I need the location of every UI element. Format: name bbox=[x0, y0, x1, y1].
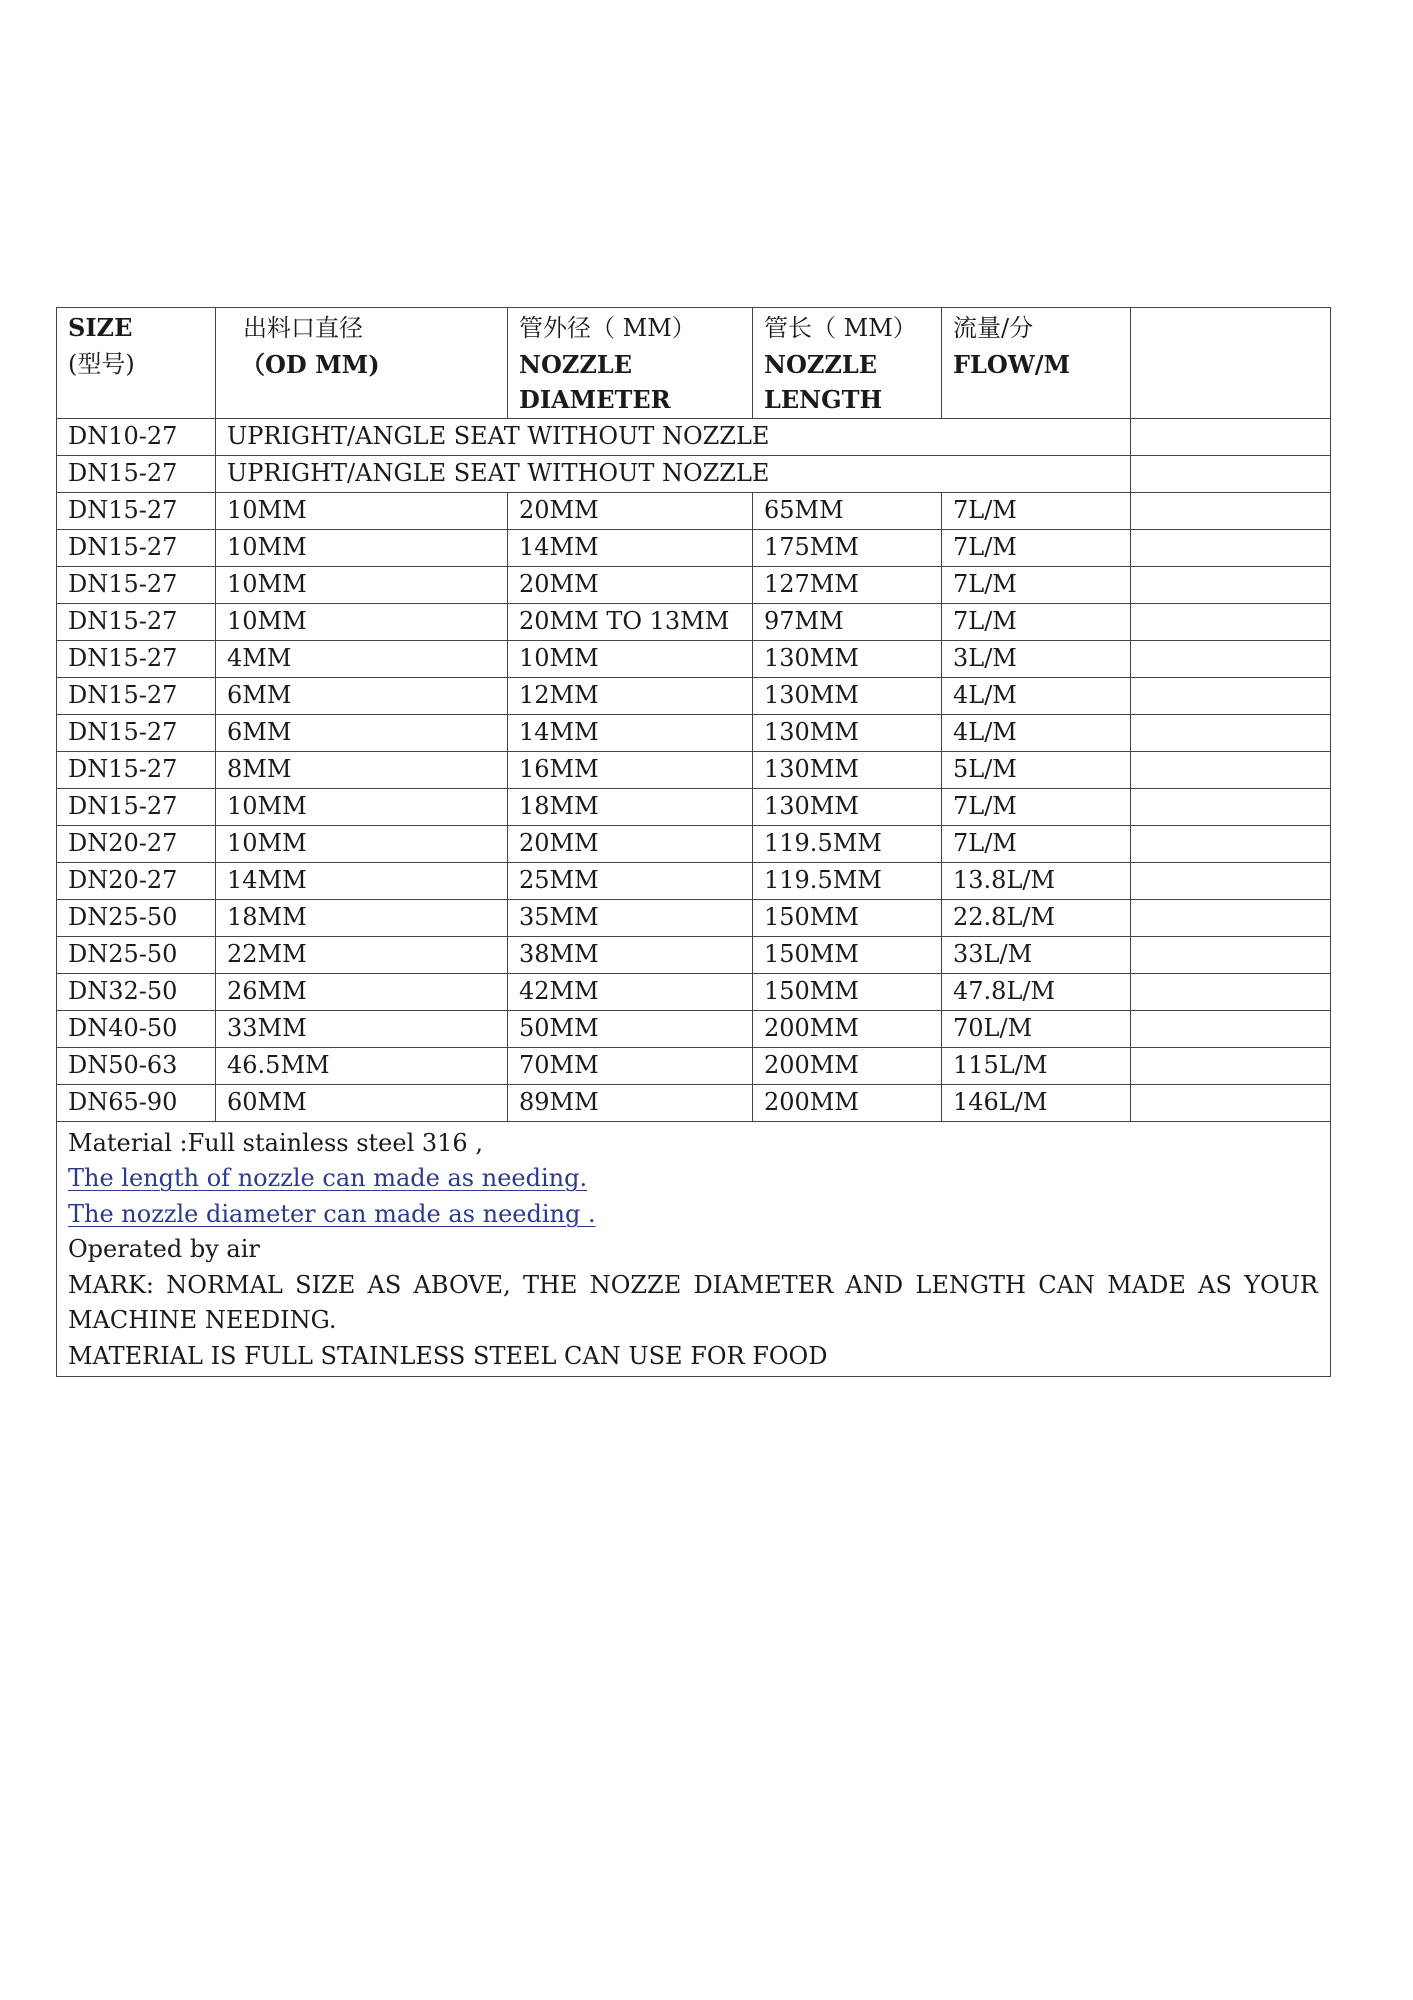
header-od-en: （OD MM) bbox=[241, 349, 380, 379]
cell-nozzle-diameter: 10MM bbox=[508, 640, 753, 677]
note-food: MATERIAL IS FULL STAINLESS STEEL CAN USE FOR FOOD bbox=[68, 1341, 828, 1370]
cell-flow: 4L/M bbox=[942, 714, 1131, 751]
table-row bbox=[57, 899, 1331, 936]
header-size-cn: (型号) bbox=[68, 349, 135, 378]
cell-empty bbox=[1131, 640, 1331, 677]
cell-nozzle-length: 150MM bbox=[753, 899, 942, 936]
cell-nozzle-diameter: 89MM bbox=[508, 1084, 753, 1121]
cell-size: DN15-27 bbox=[57, 640, 216, 677]
cell-size: DN20-27 bbox=[57, 862, 216, 899]
cell-empty bbox=[1131, 418, 1331, 455]
cell-nozzle-diameter: 14MM bbox=[508, 529, 753, 566]
cell-size: DN65-90 bbox=[57, 1084, 216, 1121]
cell-od: 10MM bbox=[216, 529, 508, 566]
cell-nozzle-length: 130MM bbox=[753, 677, 942, 714]
cell-flow: 7L/M bbox=[942, 788, 1131, 825]
table-row bbox=[57, 825, 1331, 862]
cell-flow: 4L/M bbox=[942, 677, 1131, 714]
cell-empty bbox=[1131, 1047, 1331, 1084]
cell-size: DN20-27 bbox=[57, 825, 216, 862]
span-row bbox=[57, 455, 1331, 492]
cell-nozzle-diameter: 42MM bbox=[508, 973, 753, 1010]
cell-nozzle-length: 127MM bbox=[753, 566, 942, 603]
header-empty bbox=[1131, 308, 1331, 419]
table-body bbox=[57, 418, 1331, 1121]
cell-nozzle-length: 200MM bbox=[753, 1084, 942, 1121]
cell-od: 10MM bbox=[216, 825, 508, 862]
table-row bbox=[57, 788, 1331, 825]
cell-nozzle-length: 65MM bbox=[753, 492, 942, 529]
cell-size: DN15-27 bbox=[57, 603, 216, 640]
cell-flow: 5L/M bbox=[942, 751, 1131, 788]
cell-nozzle-length: 130MM bbox=[753, 788, 942, 825]
table-row bbox=[57, 529, 1331, 566]
notes-cell bbox=[57, 1121, 1331, 1377]
cell-empty bbox=[1131, 492, 1331, 529]
notes-row bbox=[57, 1121, 1331, 1377]
cell-nozzle-diameter: 12MM bbox=[508, 677, 753, 714]
cell-od: 10MM bbox=[216, 566, 508, 603]
cell-nozzle-diameter: 14MM bbox=[508, 714, 753, 751]
cell-size: DN15-27 bbox=[57, 566, 216, 603]
header-length-en-2: LENGTH bbox=[764, 385, 883, 414]
cell-size: DN15-27 bbox=[57, 529, 216, 566]
cell-od: 46.5MM bbox=[216, 1047, 508, 1084]
cell-nozzle-diameter: 20MM bbox=[508, 825, 753, 862]
cell-nozzle-length: 130MM bbox=[753, 640, 942, 677]
spec-table bbox=[56, 307, 1331, 1377]
cell-flow: 7L/M bbox=[942, 603, 1131, 640]
cell-size: DN15-27 bbox=[57, 788, 216, 825]
cell-nozzle-length: 200MM bbox=[753, 1010, 942, 1047]
note-operated: Operated by air bbox=[68, 1235, 260, 1263]
cell-size: DN50-63 bbox=[57, 1047, 216, 1084]
cell-size: DN10-27 bbox=[57, 418, 216, 455]
cell-nozzle-diameter: 70MM bbox=[508, 1047, 753, 1084]
cell-flow: 7L/M bbox=[942, 529, 1131, 566]
cell-od: 4MM bbox=[216, 640, 508, 677]
cell-od: 60MM bbox=[216, 1084, 508, 1121]
header-flow bbox=[942, 308, 1131, 419]
cell-empty bbox=[1131, 936, 1331, 973]
cell-od: 8MM bbox=[216, 751, 508, 788]
cell-od: 6MM bbox=[216, 714, 508, 751]
cell-nozzle-diameter: 38MM bbox=[508, 936, 753, 973]
cell-empty bbox=[1131, 862, 1331, 899]
header-diameter-en-2: DIAMETER bbox=[519, 385, 671, 414]
cell-nozzle-length: 175MM bbox=[753, 529, 942, 566]
cell-flow: 146L/M bbox=[942, 1084, 1131, 1121]
cell-nozzle-length: 97MM bbox=[753, 603, 942, 640]
header-size-title: SIZE bbox=[68, 313, 133, 342]
cell-od: 18MM bbox=[216, 899, 508, 936]
cell-size: DN15-27 bbox=[57, 677, 216, 714]
cell-nozzle-diameter: 16MM bbox=[508, 751, 753, 788]
cell-empty bbox=[1131, 825, 1331, 862]
cell-size: DN15-27 bbox=[57, 714, 216, 751]
cell-empty bbox=[1131, 1084, 1331, 1121]
table-row bbox=[57, 1084, 1331, 1121]
table-row bbox=[57, 603, 1331, 640]
cell-nozzle-length: 130MM bbox=[753, 714, 942, 751]
cell-empty bbox=[1131, 751, 1331, 788]
header-od-cn: 出料口直径 bbox=[243, 314, 363, 342]
cell-flow: 115L/M bbox=[942, 1047, 1131, 1084]
note-link-length[interactable]: The length of nozzle can made as needing. bbox=[68, 1164, 588, 1192]
header-od bbox=[216, 308, 508, 419]
cell-flow: 33L/M bbox=[942, 936, 1131, 973]
cell-empty bbox=[1131, 788, 1331, 825]
cell-empty bbox=[1131, 529, 1331, 566]
cell-nozzle-length: 130MM bbox=[753, 751, 942, 788]
cell-nozzle-diameter: 35MM bbox=[508, 899, 753, 936]
cell-span-text: UPRIGHT/ANGLE SEAT WITHOUT NOZZLE bbox=[216, 418, 1131, 455]
table-row bbox=[57, 1047, 1331, 1084]
cell-size: DN15-27 bbox=[57, 455, 216, 492]
cell-size: DN15-27 bbox=[57, 492, 216, 529]
cell-size: DN25-50 bbox=[57, 936, 216, 973]
cell-empty bbox=[1131, 1010, 1331, 1047]
header-flow-cn: 流量/分 bbox=[953, 314, 1034, 342]
table-row bbox=[57, 714, 1331, 751]
header-size bbox=[57, 308, 216, 419]
cell-empty bbox=[1131, 973, 1331, 1010]
table-row bbox=[57, 751, 1331, 788]
cell-od: 10MM bbox=[216, 603, 508, 640]
table-row bbox=[57, 492, 1331, 529]
header-length-cn: 管长（ MM） bbox=[764, 314, 917, 342]
cell-flow: 7L/M bbox=[942, 566, 1131, 603]
cell-flow: 47.8L/M bbox=[942, 973, 1131, 1010]
cell-od: 26MM bbox=[216, 973, 508, 1010]
cell-nozzle-diameter: 20MM TO 13MM bbox=[508, 603, 753, 640]
header-flow-en: FLOW/M bbox=[953, 349, 1071, 379]
note-link-diameter[interactable]: The nozzle diameter can made as needing . bbox=[68, 1199, 596, 1228]
table-row bbox=[57, 677, 1331, 714]
cell-nozzle-diameter: 50MM bbox=[508, 1010, 753, 1047]
cell-nozzle-diameter: 18MM bbox=[508, 788, 753, 825]
cell-size: DN32-50 bbox=[57, 973, 216, 1010]
cell-size: DN25-50 bbox=[57, 899, 216, 936]
cell-nozzle-length: 150MM bbox=[753, 973, 942, 1010]
cell-nozzle-diameter: 20MM bbox=[508, 566, 753, 603]
header-diameter-en-1: NOZZLE bbox=[519, 349, 633, 379]
cell-nozzle-length: 200MM bbox=[753, 1047, 942, 1084]
cell-od: 10MM bbox=[216, 492, 508, 529]
cell-nozzle-length: 119.5MM bbox=[753, 825, 942, 862]
cell-od: 14MM bbox=[216, 862, 508, 899]
cell-od: 10MM bbox=[216, 788, 508, 825]
cell-flow: 13.8L/M bbox=[942, 862, 1131, 899]
table-row bbox=[57, 973, 1331, 1010]
cell-nozzle-length: 119.5MM bbox=[753, 862, 942, 899]
cell-nozzle-diameter: 20MM bbox=[508, 492, 753, 529]
cell-nozzle-length: 150MM bbox=[753, 936, 942, 973]
table-row bbox=[57, 936, 1331, 973]
cell-empty bbox=[1131, 714, 1331, 751]
header-nozzle-length bbox=[753, 308, 942, 419]
note-mark: MARK: NORMAL SIZE AS ABOVE, THE NOZZE DIAMETER AND LENGTH CAN MADE AS YOUR MACHINE NEEDING. bbox=[68, 1270, 1318, 1334]
span-row bbox=[57, 418, 1331, 455]
header-length-en-1: NOZZLE bbox=[764, 349, 878, 379]
header-row bbox=[57, 308, 1331, 419]
cell-nozzle-diameter: 25MM bbox=[508, 862, 753, 899]
cell-empty bbox=[1131, 566, 1331, 603]
cell-empty bbox=[1131, 455, 1331, 492]
cell-flow: 3L/M bbox=[942, 640, 1131, 677]
cell-span-text: UPRIGHT/ANGLE SEAT WITHOUT NOZZLE bbox=[216, 455, 1131, 492]
cell-od: 33MM bbox=[216, 1010, 508, 1047]
header-nozzle-diameter bbox=[508, 308, 753, 419]
cell-empty bbox=[1131, 677, 1331, 714]
cell-empty bbox=[1131, 603, 1331, 640]
note-material: Material :Full stainless steel 316 , bbox=[68, 1128, 483, 1157]
table-row bbox=[57, 1010, 1331, 1047]
cell-size: DN15-27 bbox=[57, 751, 216, 788]
cell-flow: 70L/M bbox=[942, 1010, 1131, 1047]
cell-empty bbox=[1131, 899, 1331, 936]
cell-flow: 22.8L/M bbox=[942, 899, 1131, 936]
table-row bbox=[57, 862, 1331, 899]
table-row bbox=[57, 566, 1331, 603]
cell-od: 22MM bbox=[216, 936, 508, 973]
cell-od: 6MM bbox=[216, 677, 508, 714]
table-row bbox=[57, 640, 1331, 677]
header-diameter-cn: 管外径（ MM） bbox=[519, 314, 696, 342]
cell-size: DN40-50 bbox=[57, 1010, 216, 1047]
cell-flow: 7L/M bbox=[942, 492, 1131, 529]
cell-flow: 7L/M bbox=[942, 825, 1131, 862]
